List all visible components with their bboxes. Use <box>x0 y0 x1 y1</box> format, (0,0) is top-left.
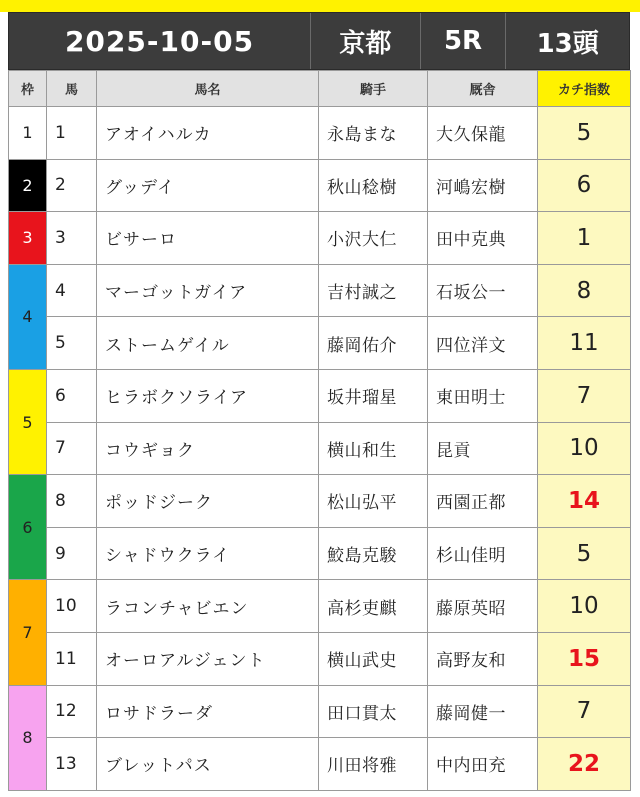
uma-number-cell: 12 <box>47 685 97 738</box>
score-cell: 10 <box>538 422 631 475</box>
column-header-name: 馬名 <box>97 71 319 107</box>
jockey-cell: 藤岡佑介 <box>319 317 428 370</box>
waku-cell: 3 <box>9 212 47 265</box>
race-number: 5R <box>421 13 507 69</box>
jockey-cell: 小沢大仁 <box>319 212 428 265</box>
column-header-score: カチ指数 <box>538 71 631 107</box>
uma-number-cell: 4 <box>47 264 97 317</box>
table-body <box>9 107 631 791</box>
jockey-cell: 川田将雅 <box>319 738 428 791</box>
race-venue: 京都 <box>311 13 421 69</box>
column-header-trainer: 厩舎 <box>428 71 538 107</box>
waku-cell: 7 <box>9 580 47 685</box>
score-cell: 5 <box>538 107 631 160</box>
trainer-cell: 石坂公一 <box>428 264 538 317</box>
runner-count: 13頭 <box>536 28 599 59</box>
table-row <box>9 738 631 791</box>
horse-name-cell: オーロアルジェント <box>97 632 319 685</box>
top-accent-band <box>0 0 640 12</box>
score-cell: 6 <box>538 159 631 212</box>
jockey-cell: 坂井瑠星 <box>319 369 428 422</box>
trainer-cell: 藤原英昭 <box>428 580 538 633</box>
jockey-cell: 高杉吏麒 <box>319 580 428 633</box>
uma-number-cell: 9 <box>47 527 97 580</box>
table-row <box>9 159 631 212</box>
jockey-cell: 田口貫太 <box>319 685 428 738</box>
score-cell: 22 <box>538 738 631 791</box>
uma-number-cell: 7 <box>47 422 97 475</box>
uma-number-cell: 11 <box>47 632 97 685</box>
table-row <box>9 685 631 738</box>
waku-cell: 1 <box>9 107 47 160</box>
jockey-cell: 鮫島克駿 <box>319 527 428 580</box>
trainer-cell: 中内田充 <box>428 738 538 791</box>
jockey-cell: 横山和生 <box>319 422 428 475</box>
race-date: 2025-10-05 <box>9 13 311 69</box>
table-row <box>9 580 631 633</box>
score-cell: 1 <box>538 212 631 265</box>
jockey-cell: 吉村誠之 <box>319 264 428 317</box>
horse-name-cell: コウギョク <box>97 422 319 475</box>
uma-number-cell: 6 <box>47 369 97 422</box>
score-cell: 15 <box>538 632 631 685</box>
horse-name-cell: ポッドジーク <box>97 475 319 528</box>
uma-number-cell: 1 <box>47 107 97 160</box>
uma-number-cell: 5 <box>47 317 97 370</box>
horse-name-cell: ロサドラーダ <box>97 685 319 738</box>
score-cell: 8 <box>538 264 631 317</box>
score-cell: 10 <box>538 580 631 633</box>
horse-name-cell: ビサーロ <box>97 212 319 265</box>
score-cell: 7 <box>538 369 631 422</box>
waku-cell: 2 <box>9 159 47 212</box>
table-row <box>9 475 631 528</box>
trainer-cell: 田中克典 <box>428 212 538 265</box>
horse-name-cell: マーゴットガイア <box>97 264 319 317</box>
score-cell: 14 <box>538 475 631 528</box>
trainer-cell: 昆貢 <box>428 422 538 475</box>
column-header-uma: 馬 <box>47 71 97 107</box>
table-row <box>9 212 631 265</box>
race-header <box>8 12 630 70</box>
horse-name-cell: ラコンチャビエン <box>97 580 319 633</box>
table-row <box>9 107 631 160</box>
score-cell: 11 <box>538 317 631 370</box>
table-row <box>9 422 631 475</box>
horse-name-cell: ヒラボクソライア <box>97 369 319 422</box>
horse-name-cell: グッデイ <box>97 159 319 212</box>
score-cell: 5 <box>538 527 631 580</box>
column-header-jockey: 騎手 <box>319 71 428 107</box>
table-row <box>9 369 631 422</box>
horse-name-cell: ブレットパス <box>97 738 319 791</box>
waku-cell: 5 <box>9 369 47 474</box>
jockey-cell: 横山武史 <box>319 632 428 685</box>
uma-number-cell: 2 <box>47 159 97 212</box>
column-header-waku: 枠 <box>9 71 47 107</box>
jockey-cell: 秋山稔樹 <box>319 159 428 212</box>
trainer-cell: 河嶋宏樹 <box>428 159 538 212</box>
table-row <box>9 527 631 580</box>
entries-table <box>8 70 631 791</box>
trainer-cell: 四位洋文 <box>428 317 538 370</box>
jockey-cell: 松山弘平 <box>319 475 428 528</box>
jockey-cell: 永島まな <box>319 107 428 160</box>
horse-name-cell: アオイハルカ <box>97 107 319 160</box>
waku-cell: 8 <box>9 685 47 790</box>
trainer-cell: 大久保龍 <box>428 107 538 160</box>
waku-cell: 6 <box>9 475 47 580</box>
horse-name-cell: シャドウクライ <box>97 527 319 580</box>
trainer-cell: 高野友和 <box>428 632 538 685</box>
table-row <box>9 632 631 685</box>
trainer-cell: 杉山佳明 <box>428 527 538 580</box>
uma-number-cell: 10 <box>47 580 97 633</box>
trainer-cell: 東田明士 <box>428 369 538 422</box>
table-row <box>9 317 631 370</box>
uma-number-cell: 13 <box>47 738 97 791</box>
table-row <box>9 264 631 317</box>
trainer-cell: 西園正都 <box>428 475 538 528</box>
uma-number-cell: 3 <box>47 212 97 265</box>
score-cell: 7 <box>538 685 631 738</box>
waku-cell: 4 <box>9 264 47 369</box>
uma-number-cell: 8 <box>47 475 97 528</box>
table-header-row <box>9 71 631 107</box>
trainer-cell: 藤岡健一 <box>428 685 538 738</box>
horse-name-cell: ストームゲイル <box>97 317 319 370</box>
